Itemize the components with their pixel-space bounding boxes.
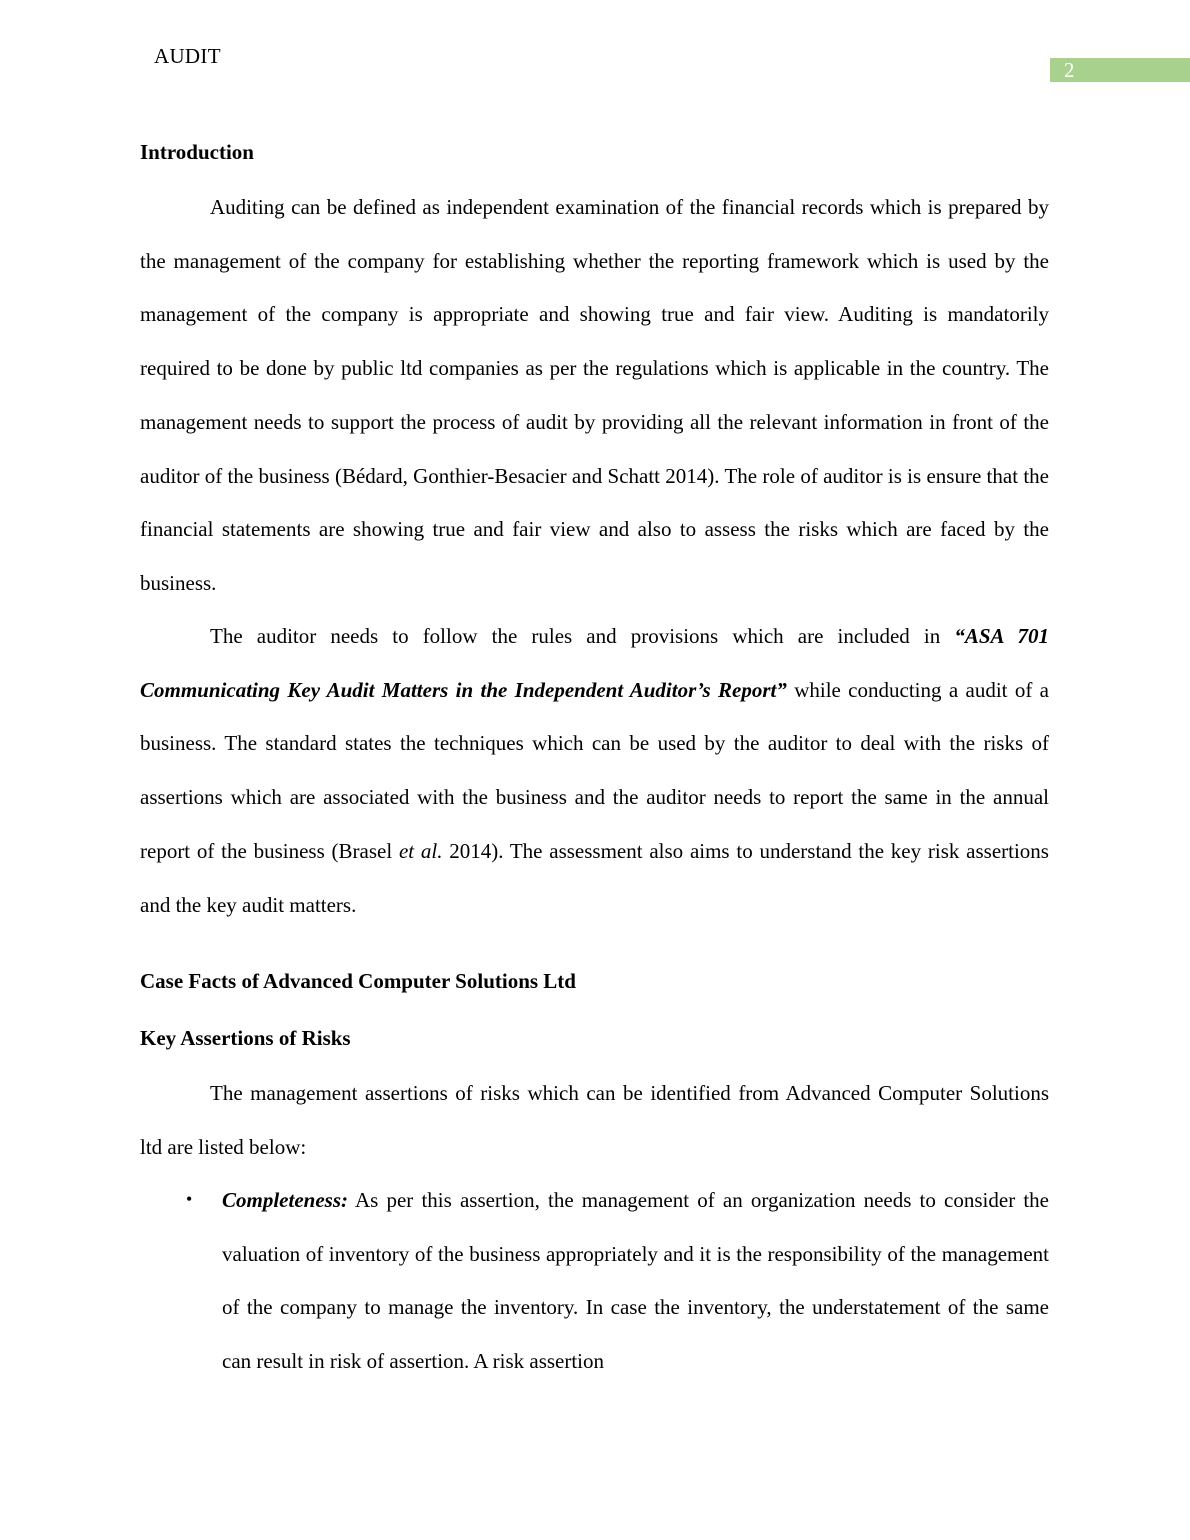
p2-text-before: The auditor needs to follow the rules and provisions which are included in <box>210 624 955 648</box>
page-number: 2 <box>1050 58 1190 82</box>
standard-title: “ASA 701 Communicating Key Audit Matters in the Independent Auditor’s Report” <box>140 624 1049 702</box>
heading-introduction: Introduction <box>140 140 254 164</box>
citation-et-al: et al. <box>398 838 443 863</box>
key-assertions-intro: The management assertions of risks which can be identified from Advanced Computer Solutions ltd are listed below: <box>140 1081 1049 1159</box>
bullet-term-completeness: Completeness: <box>222 1188 348 1212</box>
bullet-completeness <box>222 1174 1049 1389</box>
intro-paragraph-1: Auditing can be defined as independent examination of the financial records which is prepared by the management of the company for establishing whether the reporting framework which is used by the management of the company is appropriate and showing true and fair view. Auditing is mandatorily required to be done by public ltd companies as per the regulations which is applicable in the country. The management needs to support the process of audit by providing all the relevant information in front of the auditor of the business (Bédard, Gonthier-Besacier and Schatt 2014). The role of auditor is is ensure that the financial statements are showing true and fair view and also to assess the risks which are faced by the business. <box>140 195 1049 595</box>
heading-key-assertions: Key Assertions of Risks <box>140 1026 351 1050</box>
p2-text-mid: while conducting a audit of a business. The standard states the techniques which can be used by the auditor to deal with the risks of assertions which are associated with the business and the auditor needs to report the same in the annual report of the business (Brasel <box>140 677 1049 863</box>
bullet-marker: • <box>186 1189 193 1209</box>
heading-case-facts: Case Facts of Advanced Computer Solutions Ltd <box>140 969 576 993</box>
bullet-text-completeness: As per this assertion, the management of an organization needs to consider the valuation of inventory of the business appropriately and it is the responsibility of the management of the company to manage the inventory. In case the inventory, the understatement of the same can result in risk of assertion. A risk assertion <box>222 1188 1049 1374</box>
intro-paragraph-2 <box>140 610 1049 932</box>
running-head-title: AUDIT <box>154 44 221 68</box>
p2-text-after: 2014). The assessment also aims to understand the key risk assertions and the key audit matters. <box>140 838 1049 917</box>
